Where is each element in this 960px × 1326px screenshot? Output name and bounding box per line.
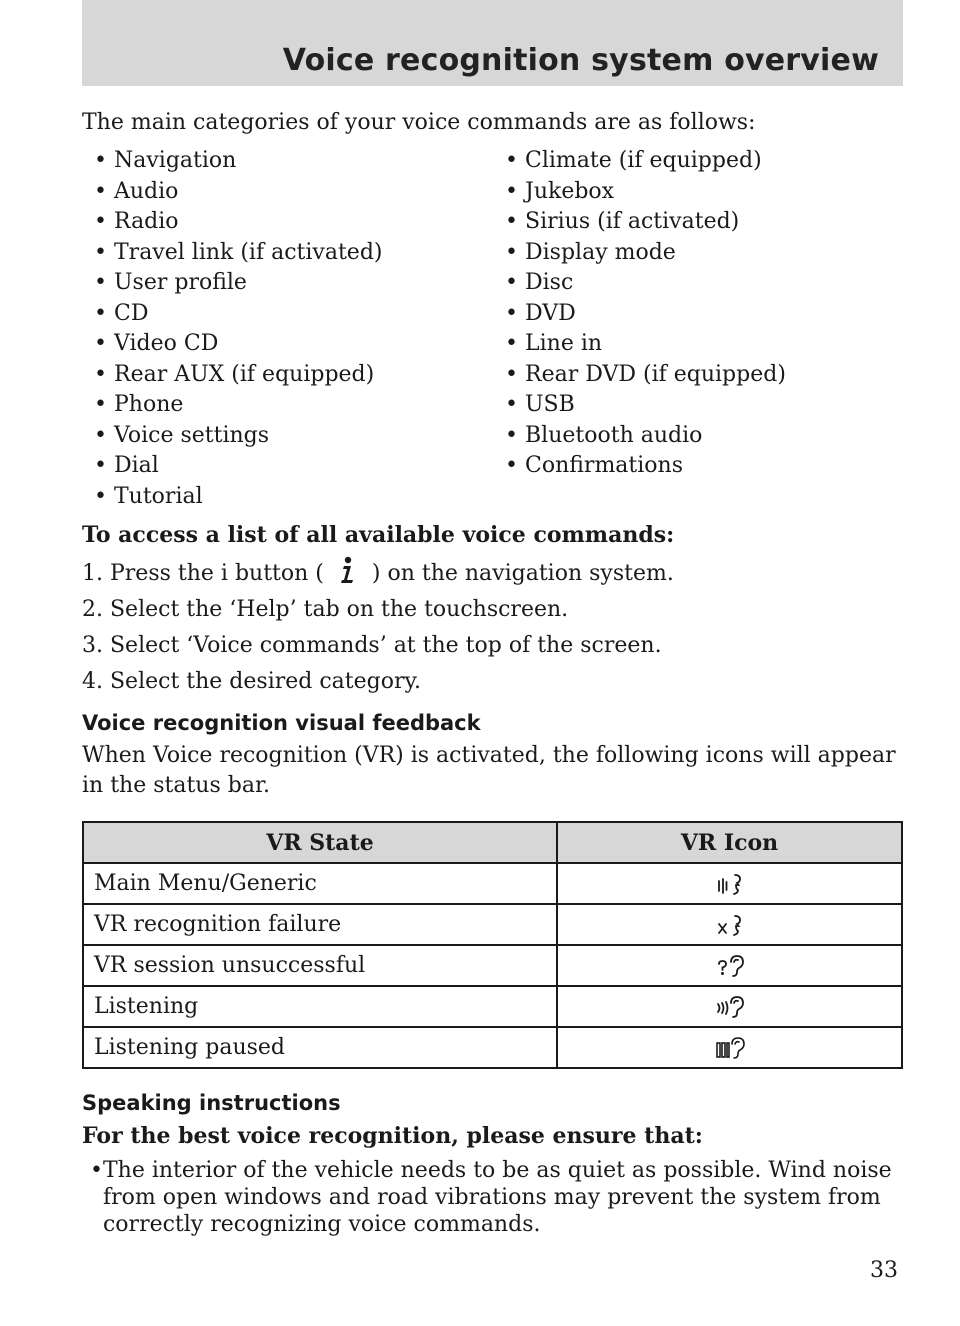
bullet-glyph: • — [94, 361, 107, 387]
list-item: • Sirius (if activated) — [505, 207, 904, 238]
vr-state-cell: Listening paused — [83, 1027, 557, 1068]
list-item: • USB — [505, 390, 904, 421]
category-columns — [82, 146, 904, 512]
step-1: 1. Press the i button ( ) on the navigation system. — [82, 556, 904, 589]
table-row — [83, 945, 902, 986]
bullet-glyph: • — [505, 239, 518, 265]
steps-list — [82, 556, 904, 697]
list-item: • Bluetooth audio — [505, 421, 904, 452]
step-4: 4. Select the desired category. — [82, 669, 421, 694]
vr-state-cell: Main Menu/Generic — [83, 863, 557, 904]
bullet-glyph: • — [505, 422, 518, 448]
bullet-glyph: • — [94, 483, 107, 509]
table-row — [83, 1027, 902, 1068]
list-item: • Phone — [94, 390, 505, 421]
bullet-glyph: • — [505, 453, 518, 478]
bullet-glyph: • — [94, 148, 107, 173]
vr-generic-icon — [714, 871, 746, 897]
page-title: Voice recognition system overview — [282, 43, 879, 78]
bullet-glyph: • — [94, 300, 107, 326]
list-item: • Rear DVD (if equipped) — [505, 360, 904, 391]
list-item: • Line in — [505, 329, 904, 360]
vr-listening-icon — [714, 994, 746, 1020]
table-header-state: VR State — [83, 822, 557, 863]
bullet-glyph: • — [505, 178, 518, 204]
feedback-heading: Voice recognition visual feedback — [82, 711, 481, 735]
category-list-right — [505, 146, 904, 512]
header-band — [82, 0, 903, 86]
bullet-glyph: • — [505, 392, 518, 417]
bullet-glyph: • — [505, 209, 518, 234]
list-item: • Jukebox — [505, 177, 904, 208]
vr-failure-icon — [714, 912, 746, 938]
bullet-glyph: • — [94, 209, 107, 234]
bullet-glyph: • — [505, 361, 518, 387]
bullet-glyph: • — [505, 270, 518, 295]
page-number: 33 — [870, 1258, 898, 1283]
bullet-glyph: • — [94, 392, 107, 417]
list-item: • Audio — [94, 177, 505, 208]
bullet-glyph: • — [505, 148, 518, 173]
table-header-row — [83, 822, 902, 863]
bullet-glyph: • — [94, 270, 107, 295]
list-item: • Tutorial — [94, 482, 505, 513]
list-item: • CD — [94, 299, 505, 330]
bullet-glyph: • — [94, 331, 107, 356]
list-item: • Travel link (if activated) — [94, 238, 505, 269]
list-item: • Display mode — [505, 238, 904, 269]
table-header-icon: VR Icon — [557, 822, 902, 863]
step-2: 2. Select the ‘Help’ tab on the touchscreen. — [82, 597, 569, 622]
vr-icon-table — [82, 821, 903, 1069]
info-i-icon — [331, 556, 365, 582]
list-item: • Navigation — [94, 146, 505, 177]
list-item: • Radio — [94, 207, 505, 238]
bullet-glyph: • — [505, 331, 518, 356]
speaking-subheading: For the best voice recognition, please ensure that: — [82, 1123, 703, 1149]
page-content — [82, 108, 904, 1238]
feedback-text: When Voice recognition (VR) is activated, the following icons will appear in the status bar. — [82, 743, 896, 798]
table-row — [83, 904, 902, 945]
bullet-glyph: • — [94, 178, 107, 204]
vr-listening-paused-icon — [714, 1035, 746, 1061]
list-item: • DVD — [505, 299, 904, 330]
bullet-glyph: • — [94, 422, 107, 448]
vr-state-cell: VR recognition failure — [83, 904, 557, 945]
list-item: • The interior of the vehicle needs to be as quiet as possible. Wind noise from open windows and road vibrations may prevent the system from correctly recognizing voice commands. — [82, 1157, 904, 1238]
step-3: 3. Select ‘Voice commands’ at the top of the screen. — [82, 633, 662, 658]
intro-text: The main categories of your voice commands are as follows: — [82, 110, 756, 135]
bullet-glyph: • — [505, 300, 518, 326]
list-item: • Climate (if equipped) — [505, 146, 904, 177]
bullet-glyph: • — [90, 1158, 103, 1183]
table-row — [83, 986, 902, 1027]
bullet-glyph: • — [94, 453, 107, 478]
vr-unsuccessful-icon — [714, 953, 746, 979]
category-list-left — [82, 146, 505, 512]
vr-state-cell: VR session unsuccessful — [83, 945, 557, 986]
bullet-glyph: • — [94, 239, 107, 265]
table-row — [83, 863, 902, 904]
list-item: • Confirmations — [505, 451, 904, 482]
access-heading: To access a list of all available voice commands: — [82, 522, 675, 548]
list-item: • User profile — [94, 268, 505, 299]
list-item: • Disc — [505, 268, 904, 299]
speaking-heading: Speaking instructions — [82, 1091, 341, 1115]
list-item: • Voice settings — [94, 421, 505, 452]
speaking-bullets — [82, 1157, 904, 1238]
vr-state-cell: Listening — [83, 986, 557, 1027]
list-item: • Rear AUX (if equipped) — [94, 360, 505, 391]
list-item: • Video CD — [94, 329, 505, 360]
list-item: • Dial — [94, 451, 505, 482]
